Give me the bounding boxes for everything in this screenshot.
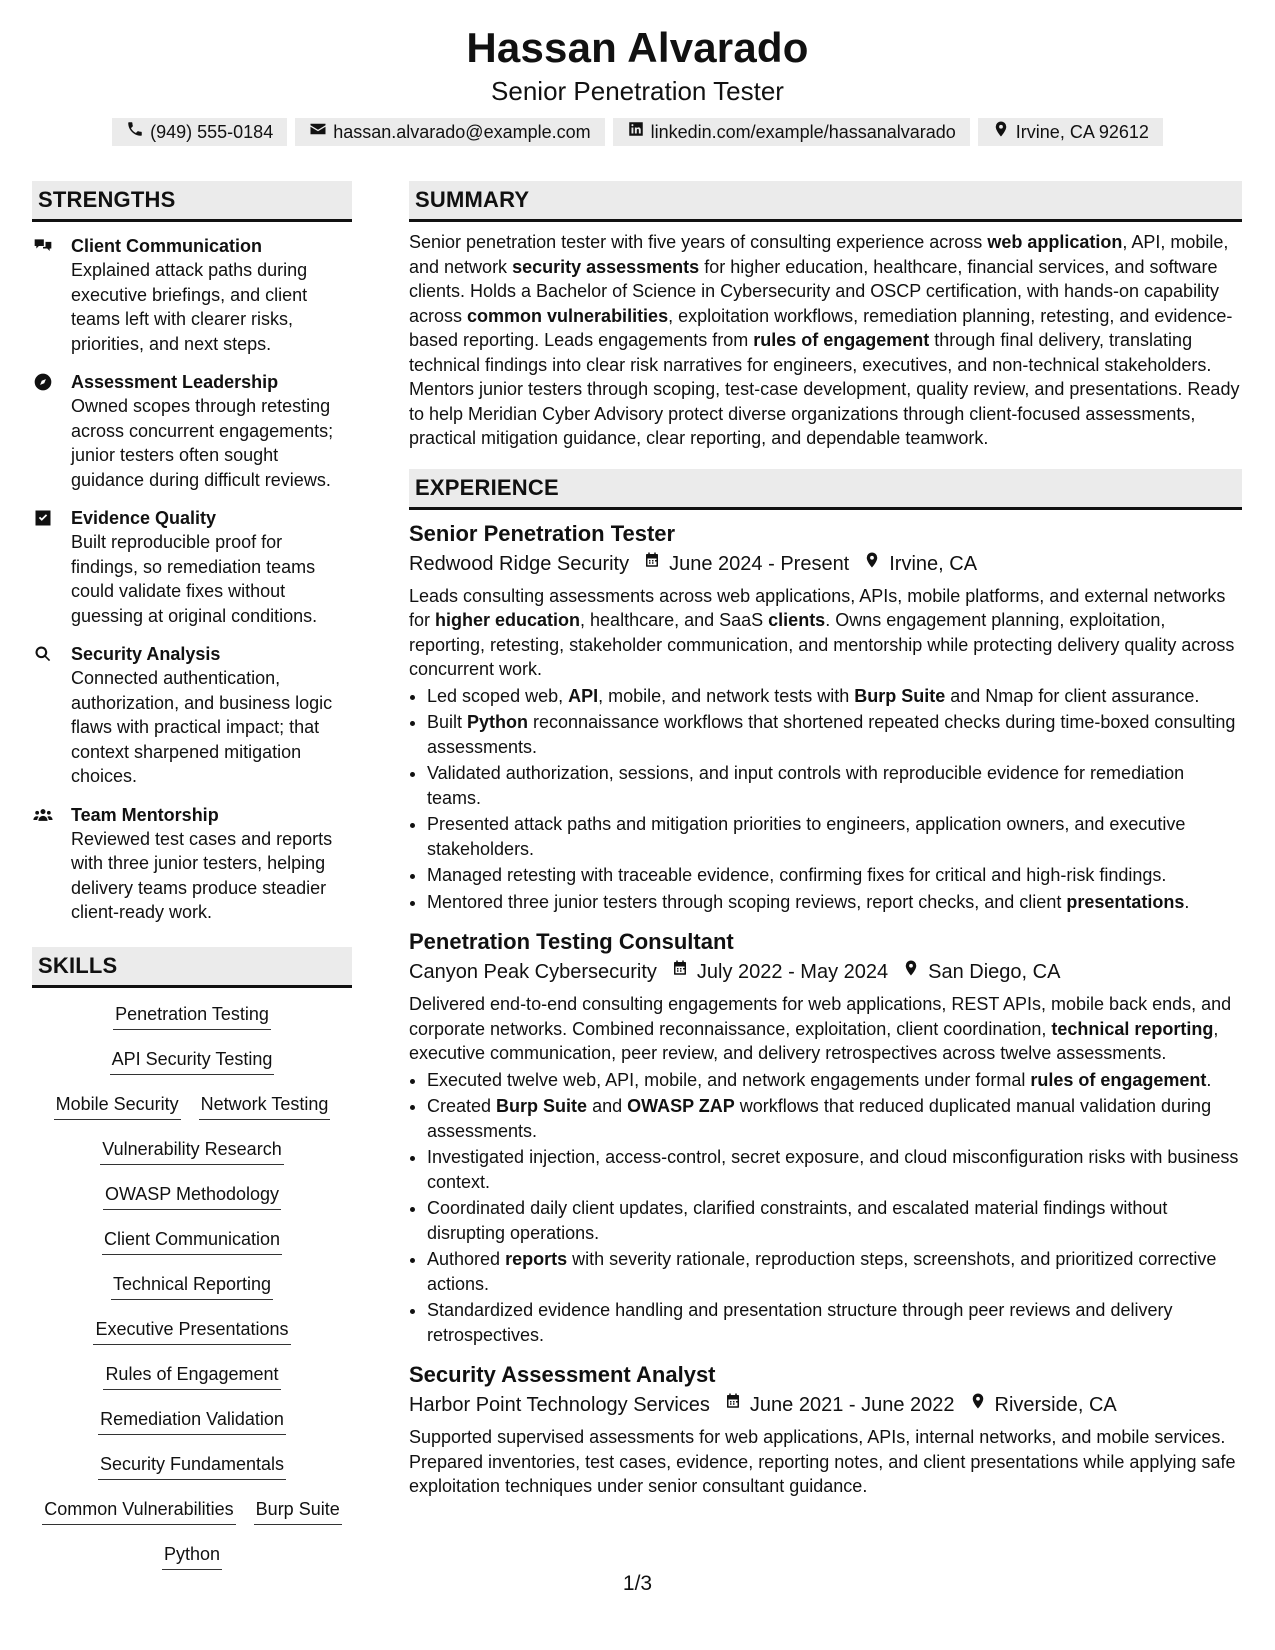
- job-bullet: • Authored reports with severity rationale, reproduction steps, screenshots, and prioritized corrective actions.: [427, 1247, 1242, 1296]
- job-bullet: • Created Burp Suite and OWASP ZAP workflows that reduced duplicated manual validation during assessments.: [427, 1094, 1242, 1143]
- strength-item: [32, 234, 352, 356]
- skill-tag: OWASP Methodology: [103, 1182, 281, 1210]
- job-bullet: • Validated authorization, sessions, and input controls with reproducible evidence for remediation teams.: [427, 761, 1242, 810]
- experience-entry: [409, 1361, 1242, 1499]
- linkedin-icon: [627, 118, 645, 146]
- skill-tag: Penetration Testing: [113, 1002, 271, 1030]
- job-bullet: • Investigated injection, access-control, secret exposure, and cloud misconfiguration risks with business context.: [427, 1145, 1242, 1194]
- job-bullet: • Managed retesting with traceable evidence, confirming fixes for critical and high-risk findings.: [427, 863, 1242, 888]
- skill-tag: Vulnerability Research: [100, 1137, 283, 1165]
- job-bullets: [409, 1068, 1242, 1348]
- map-pin-icon: [888, 958, 928, 986]
- users-icon: [32, 805, 54, 825]
- phone-number: (949) 555-0184: [150, 122, 274, 142]
- job-title: Security Assessment Analyst: [409, 1362, 716, 1387]
- job-dates: June 2024 - Present: [669, 552, 850, 575]
- job-bullets: [409, 684, 1242, 915]
- contact-phone[interactable]: [112, 118, 287, 146]
- envelope-icon: [309, 118, 327, 146]
- job-bullet: • Led scoped web, API, mobile, and network tests with Burp Suite and Nmap for client assurance.: [427, 684, 1242, 709]
- skill-row: [32, 1446, 352, 1491]
- skill-tag: Remediation Validation: [98, 1407, 286, 1435]
- strength-description: Built reproducible proof for findings, so remediation teams could validate fixes without guessing at original conditions.: [71, 532, 318, 626]
- job-bullet: • Mentored three junior testers through scoping reviews, report checks, and client presentations.: [427, 890, 1242, 915]
- search-icon: [32, 644, 54, 664]
- strength-description: Explained attack paths during executive briefings, and client teams left with clearer risks, priorities, and next steps.: [71, 260, 308, 354]
- summary-text: Senior penetration tester with five years of consulting experience across web application, API, mobile, and network security assessments for higher education, healthcare, financial services, and software clients. Holds a Bachelor of Science in Cybersecurity and OSCP certification, with hands-on capability across common vulnerabilities, exploitation workflows, remediation planning, retesting, and evidence-based reporting. Leads engagements from rules of engagement through final delivery, translating technical findings into clear risk narratives for engineers, executives, and non-technical stakeholders. Mentors junior testers through scoping, test-case development, quality review, and presentations. Ready to help Meridian Cyber Advisory protect diverse organizations through client-focused assessments, practical mitigation guidance, clear reporting, and dependable teamwork.: [409, 232, 1240, 448]
- calendar-icon: [657, 958, 697, 986]
- skill-row: [32, 996, 352, 1041]
- experience-entry: [409, 520, 1242, 915]
- skill-row: [32, 1176, 352, 1221]
- skill-row: [32, 1086, 352, 1131]
- strength-item: [32, 803, 352, 925]
- page-number: 1/3: [622, 1572, 653, 1595]
- job-description: Delivered end-to-end consulting engagements for web applications, REST APIs, mobile back ends, and corporate networks. Combined reconnaissance, exploitation, client coordination, technical reporting, executive communication, peer review, and delivery retrospectives across twelve assessments.: [409, 994, 1232, 1063]
- skill-tag: Common Vulnerabilities: [42, 1497, 235, 1525]
- strength-item: [32, 642, 352, 789]
- skill-tag: Rules of Engagement: [103, 1362, 280, 1390]
- strength-description: Connected authentication, authorization, and business logic flaws with practical impact; that context sharpened mitigation choices.: [71, 668, 333, 786]
- skill-tag: Technical Reporting: [111, 1272, 273, 1300]
- right-column: [409, 181, 1242, 1499]
- left-column: [32, 181, 352, 1581]
- strengths-heading: STRENGTHS: [32, 181, 352, 222]
- skills-heading: SKILLS: [32, 947, 352, 988]
- candidate-name: Hassan Alvarado: [466, 24, 809, 71]
- job-title: Penetration Testing Consultant: [409, 929, 734, 954]
- contact-linkedin[interactable]: [613, 118, 970, 146]
- strength-item: [32, 370, 352, 492]
- job-location: Riverside, CA: [994, 1394, 1117, 1416]
- job-title: Senior Penetration Tester: [409, 520, 676, 546]
- experience-list: [409, 520, 1242, 1499]
- experience-heading: EXPERIENCE: [409, 469, 1242, 510]
- skill-row: [32, 1356, 352, 1401]
- phone-icon: [126, 118, 144, 146]
- calendar-icon: [710, 1391, 750, 1419]
- email-address: hassan.alvarado@example.com: [333, 122, 591, 142]
- contact-bar: [0, 118, 1275, 146]
- skill-row: [32, 1491, 352, 1536]
- map-pin-icon: [849, 550, 889, 578]
- job-description: Supported supervised assessments for web applications, APIs, internal networks, and mobile services. Prepared inventories, test cases, evidence, reporting notes, and client presentations while applying safe exploitation techniques under senior consultant guidance.: [409, 1427, 1236, 1496]
- job-bullet: • Standardized evidence handling and presentation structure through peer reviews and delivery retrospectives.: [427, 1298, 1242, 1347]
- strength-title: Security Analysis: [71, 644, 221, 664]
- contact-location: [978, 118, 1163, 146]
- strength-title: Client Communication: [71, 236, 263, 256]
- job-dates: June 2021 - June 2022: [749, 1394, 955, 1416]
- job-bullet: • Presented attack paths and mitigation priorities to engineers, application owners, and executive stakeholders.: [427, 812, 1242, 861]
- strength-title: Assessment Leadership: [71, 372, 279, 392]
- skill-row: [32, 1221, 352, 1266]
- comments-icon: [32, 236, 54, 256]
- strength-description: Reviewed test cases and reports with three junior testers, helping delivery teams produce steadier client-ready work.: [71, 828, 333, 922]
- skill-row: [32, 1311, 352, 1356]
- company-name: Harbor Point Technology Services: [409, 1394, 710, 1416]
- job-location: Irvine, CA: [889, 552, 978, 575]
- strength-title: Team Mentorship: [71, 804, 219, 825]
- job-bullet: • Coordinated daily client updates, clarified constraints, and escalated material findings without disrupting operations.: [427, 1196, 1242, 1245]
- resume-header: [0, 22, 1275, 146]
- job-meta: [409, 1391, 1242, 1419]
- job-bullet: • Built Python reconnaissance workflows that shortened repeated checks during time-boxed consulting assessments.: [427, 710, 1242, 759]
- skill-tag: API Security Testing: [110, 1047, 275, 1075]
- skill-row: [32, 1131, 352, 1176]
- strengths-list: [32, 234, 352, 925]
- skill-row: [32, 1401, 352, 1446]
- skill-row: [32, 1041, 352, 1086]
- job-location: San Diego, CA: [928, 961, 1061, 983]
- job-bullet: • Executed twelve web, API, mobile, and network engagements under formal rules of engagement.: [427, 1068, 1242, 1093]
- location-text: Irvine, CA 92612: [1015, 122, 1149, 142]
- strength-title: Evidence Quality: [71, 508, 217, 528]
- company-name: Redwood Ridge Security: [409, 552, 630, 575]
- map-pin-icon: [992, 118, 1010, 146]
- skill-tag: Network Testing: [199, 1092, 331, 1120]
- job-meta: [409, 550, 1242, 578]
- calendar-icon: [629, 550, 669, 578]
- skill-tag: Mobile Security: [54, 1092, 181, 1120]
- skill-tag: Python: [162, 1542, 222, 1570]
- job-meta: [409, 958, 1242, 986]
- skill-tag: Security Fundamentals: [98, 1452, 286, 1480]
- map-pin-icon: [955, 1391, 995, 1419]
- strength-description: Owned scopes through retesting across concurrent engagements; junior testers often sought guidance during difficult reviews.: [71, 396, 334, 490]
- skill-row: [32, 1266, 352, 1311]
- candidate-title: Senior Penetration Tester: [491, 76, 784, 106]
- linkedin-url: linkedin.com/example/hassanalvarado: [650, 122, 956, 142]
- compass-icon: [32, 372, 54, 392]
- experience-entry: [409, 928, 1242, 1347]
- skills-list: [32, 996, 352, 1581]
- summary-heading: SUMMARY: [409, 181, 1242, 222]
- strength-item: [32, 506, 352, 628]
- contact-email[interactable]: [295, 118, 604, 146]
- job-description: Leads consulting assessments across web applications, APIs, mobile platforms, and external networks for higher education, healthcare, and SaaS clients. Owns engagement planning, exploitation, reporting, retesting, stakeholder communication, and mentorship while protecting delivery quality across concurrent work.: [409, 585, 1235, 679]
- checkbox-icon: [32, 508, 54, 528]
- job-dates: July 2022 - May 2024: [696, 961, 889, 983]
- skill-tag: Burp Suite: [254, 1497, 342, 1525]
- skill-tag: Executive Presentations: [93, 1317, 290, 1345]
- company-name: Canyon Peak Cybersecurity: [409, 961, 657, 983]
- skill-tag: Client Communication: [102, 1227, 282, 1255]
